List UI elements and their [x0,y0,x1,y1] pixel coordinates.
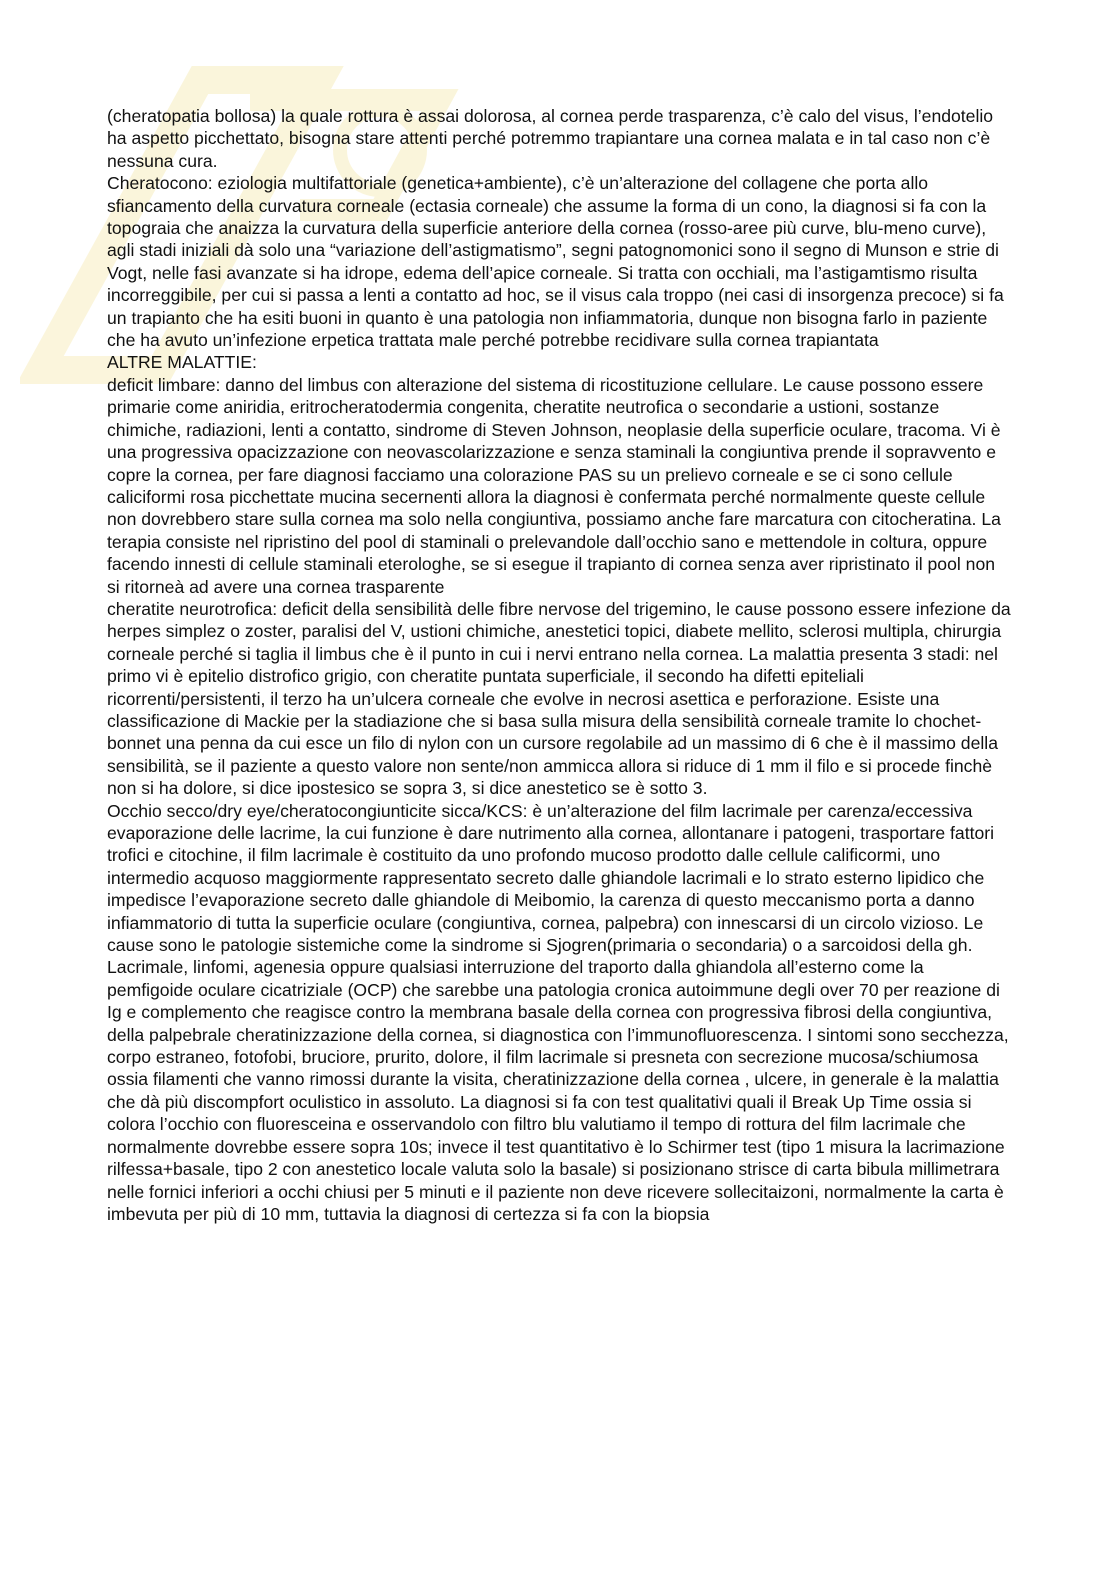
paragraph-occhio-secco: Occhio secco/dry eye/cheratocongiunticite sicca/KCS: è un’alterazione del film lacrimale per carenza/eccessiva evaporazione delle lacrime, la cui funzione è dare nutrimento alla cornea, allontanare i patogeni, trasportare fattori trofici e citochine, il film lacrimale è costituito da uno profondo mucoso prodotto dalle cellule calificormi, uno intermedio acquoso maggiormente rappresentato secreto dalle ghiandole lacrimali e lo strato esterno lipidico che impedisce l’evaporazione secreto dalle ghiandole di Meibomio, la carenza di questo meccanismo porta a danno infiammatorio di tutta la superficie oculare (congiuntiva, cornea, palpebra) con innescarsi di un circolo vizioso. Le cause sono le patologie sistemiche come la sindrome si Sjogren(primaria o secondaria) o a sarcoidosi della gh. Lacrimale, linfomi, agenesia oppure qualsiasi interruzione del traporto dalla ghiandola all’esterno come la pemfigoide oculare cicatriziale (OCP) che sarebbe una patologia cronica autoimmune degli over 70 per reazione di Ig e complemento che reagisce contro la membrana basale della cornea con progressiva fibrosi della congiuntiva, della palpebrale cheratinizzazione della cornea, si diagnostica con l’immunofluorescenza. I sintomi sono secchezza, corpo estraneo, fotofobi, bruciore, prurito, dolore, il film lacrimale si presneta con secrezione mucosa/schiumosa ossia filamenti che vanno rimossi durante la visita, cheratinizzazione della cornea , ulcere, in generale è la malattia che dà più discompfort oculistico in assoluto. La diagnosi si fa con test qualitativi quali il Break Up Time ossia si colora l’occhio con fluoresceina e osservandolo con filtro blu valutiamo il tempo di rottura del film lacrimale che normalmente dovrebbe essere sopra 10s; invece il test quantitativo è lo Schirmer test (tipo 1 misura la lacrimazione rilfessa+basale, tipo 2 con anestetico locale valuta solo la basale) si posizionano strisce di carta bibula millimetrara nelle fornici inferiori a occhi chiusi per 5 minuti e il paziente non deve ricevere sollecitaizoni, normalmente la carta è imbevuta per più di 10 mm, tuttavia la diagnosi di certezza si fa con la biopsia [107,800,1009,1224]
heading-altre-malattie: ALTRE MALATTIE: [107,352,257,373]
paragraph-cheratocono: Cheratocono: eziologia multifattoriale (genetica+ambiente), c’è un’alterazione del collagene che porta allo sfiancamento della curvatura corneale (ectasia corneale) che assume la forma di un cono, la diagnosi si fa con la topograia che anaizza la curvatura della superficie anteriore della cornea (rosso-aree più curve, blu-meno curve), agli stadi iniziali dà solo una “variazione dell’astigmatismo”, segni patognomonici sono il segno di Munson e strie di Vogt, nelle fasi avanzate si ha idrope, edema dell’apice corneale. Si tratta con occhiali, ma l’astigamtismo risulta incorreggibile, per cui si passa a lenti a contatto ad hoc, se il visus cala troppo (nei casi di insorgenza precoce) si fa un trapianto che ha esiti buoni in quanto è una patologia non infiammatoria, dunque non bisogna farlo in paziente che ha avuto un’infezione erpetica trattata male perché potrebbe recidivare sulla cornea trapiantata [107,173,1004,351]
document-page [107,105,1012,1225]
paragraph-cheratite-neurotrofica: cheratite neurotrofica: deficit della sensibilità delle fibre nervose del trigemino, le cause possono essere infezione da herpes simplez o zoster, paralisi del V, ustioni chimiche, anestetici topici, diabete mellito, sclerosi multipla, chirurgia corneale perché si taglia il limbus che è il punto in cui i nervi entrano nella cornea. La malattia presenta 3 stadi: nel primo vi è epitelio distrofico grigio, con cheratite puntata superficiale, il secondo ha difetti epiteliali ricorrenti/persistenti, il terzo ha un’ulcera corneale che evolve in necrosi asettica e perforazione. Esiste una classificazione di Mackie per la stadiazione che si basa sulla misura della sensibilità corneale tramite lo chochet-bonnet una penna da cui esce un filo di nylon con un cursore regolabile ad un massimo di 6 che è il massimo della sensibilità, se il paziente a questo valore non sente/non ammicca allora si riduce di 1 mm il filo e si procede finchè non si ha dolore, si dice ipostesico se sopra 3, si dice anestetico se è sotto 3. [107,598,1011,799]
paragraph-cheratopatia-bollosa: (cheratopatia bollosa) la quale rottura è assai dolorosa, al cornea perde trasparenza, c’è calo del visus, l’endotelio ha aspetto picchettato, bisogna stare attenti perché potremmo trapiantare una cornea malata e in tal caso non c’è nessuna cura. [107,106,994,171]
paragraph-deficit-limbare: deficit limbare: danno del limbus con alterazione del sistema di ricostituzione cellulare. Le cause possono essere primarie come aniridia, eritrocheratodermia congenita, cheratite neutrofica o secondarie a ustioni, sostanze chimiche, radiazioni, lenti a contatto, sindrome di Steven Johnson, neoplasie della superficie oculare, tracoma. Vi è una progressiva opacizzazione con neovascolarizzazione e senza staminali la congiuntiva prende il sopravvento e copre la cornea, per fare diagnosi facciamo una colorazione PAS su un prelievo corneale e se ci sono cellule caliciformi rosa picchettate mucina secernenti allora la diagnosi è confermata perché normalmente queste cellule non dovrebbero stare sulla cornea ma solo nella congiuntiva, possiamo anche fare marcatura con citocheratina. La terapia consiste nel ripristino del pool di staminali o prelevandole dall’occhio sano e mettendole in coltura, oppure facendo innesti di cellule staminali eterologhe, se si esegue il trapianto di cornea senza aver ripristinato il pool non si ritorneà ad avere una cornea trasparente [107,374,1001,597]
